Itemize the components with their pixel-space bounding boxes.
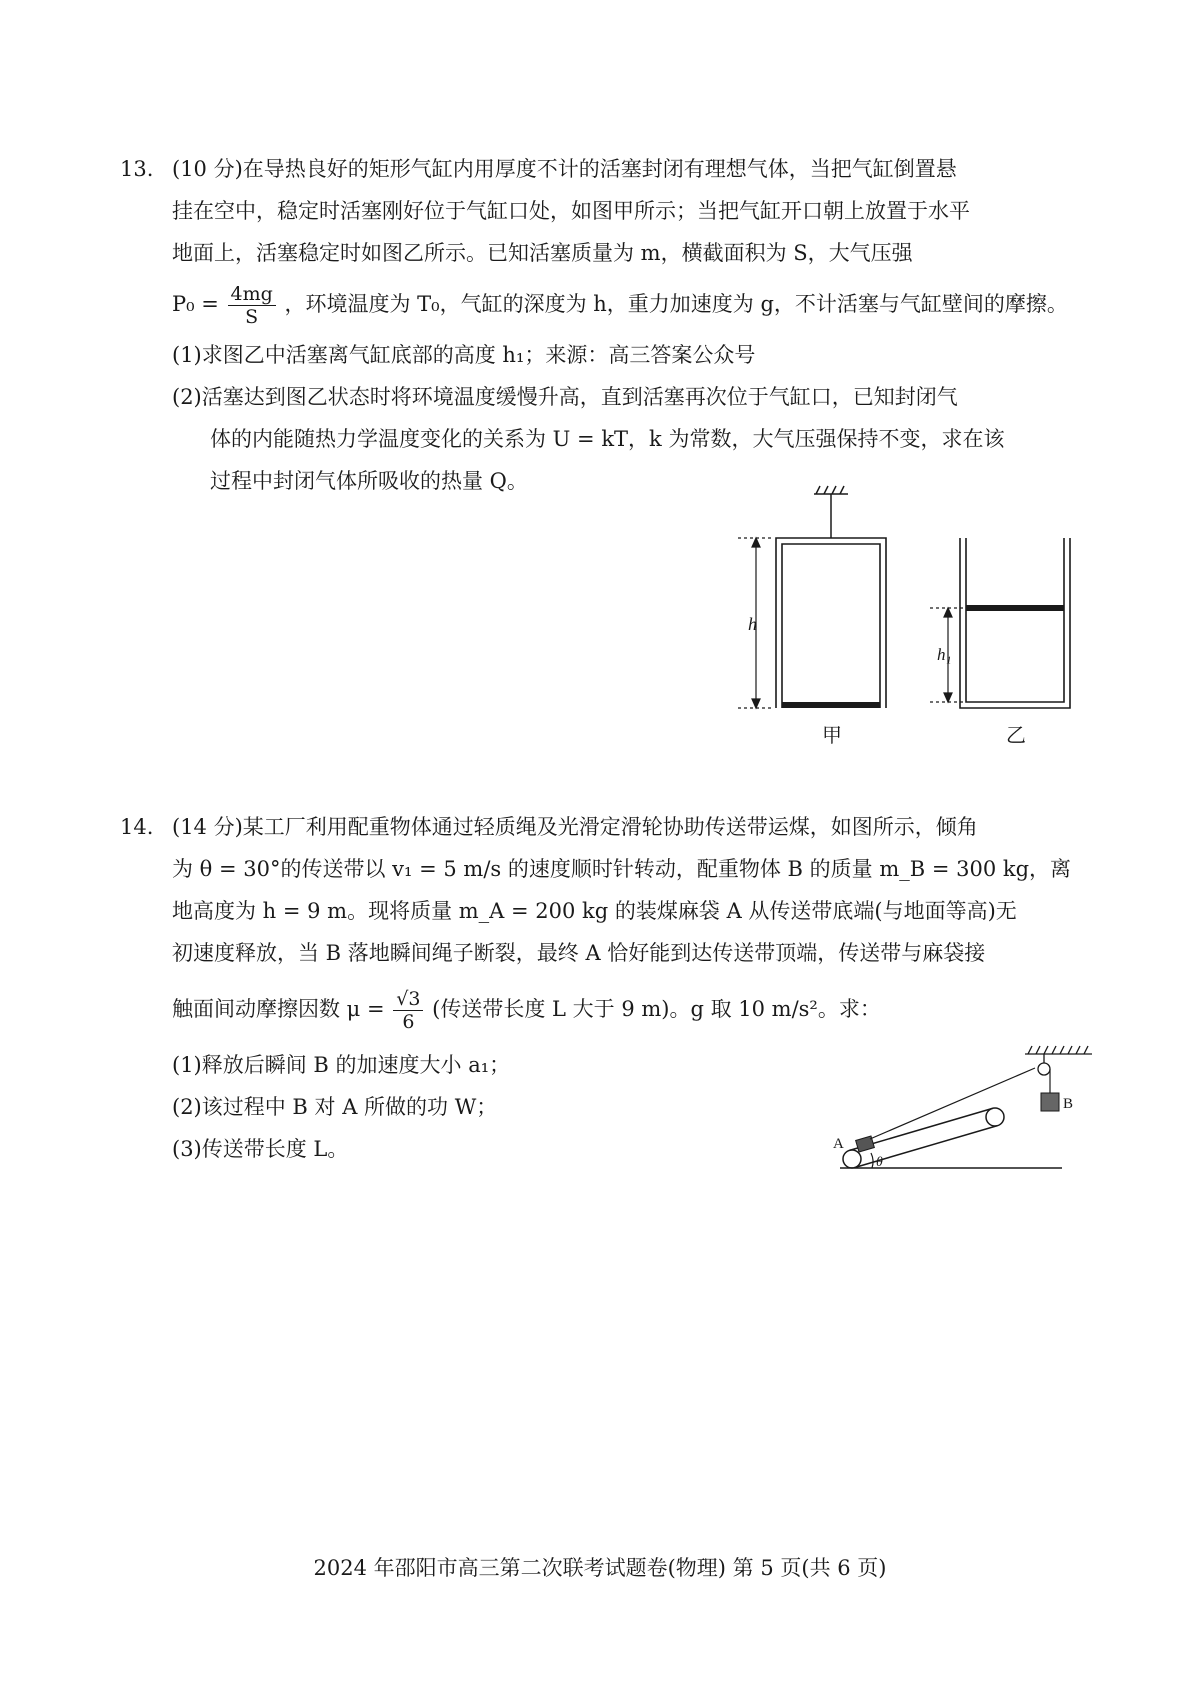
label-b: B <box>1063 1096 1074 1112</box>
q14-sub-2: (2)该过程中 B 对 A 所做的功 W； <box>172 1095 498 1119</box>
q13-sub-2-line-1: (2)活塞达到图乙状态时将环境温度缓慢升高，直到活塞再次位于气缸口，已知封闭气 <box>172 385 958 409</box>
label-h1: h₁ <box>937 645 952 664</box>
label-jia: 甲 <box>822 725 842 747</box>
label-theta: θ <box>876 1155 883 1170</box>
q13-line-1: 13. (10 分)在导热良好的矩形气缸内用厚度不计的活塞封闭有理想气体，当把气缸倒置悬 <box>130 148 1080 190</box>
q13-sub-2-line-3: 过程中封闭气体所吸收的热量 Q。 <box>210 469 528 493</box>
q13-p0-denominator: S <box>245 306 259 328</box>
q14-mu-line <box>130 974 1080 1044</box>
q14-number: 14. <box>120 815 154 839</box>
q14-sub-1: (1)释放后瞬间 B 的加速度大小 a₁； <box>172 1053 511 1077</box>
piston-yi <box>966 605 1064 611</box>
q14-line-2: 为 θ = 30°的传送带以 v₁ = 5 m/s 的速度顺时针转动，配重物体 B 的质量 m_B = 300 kg，离 <box>172 857 1072 881</box>
question-13 <box>120 148 1080 502</box>
q13-number: 13. <box>120 157 154 181</box>
q14-mu-denominator: 6 <box>402 1011 415 1033</box>
ceiling-hatch <box>814 486 848 494</box>
pulley <box>1038 1063 1050 1075</box>
rope-a <box>870 1068 1035 1139</box>
q14-mu-rest: (传送带长度 L 大于 9 m)。g 取 10 m/s²。求： <box>432 997 881 1021</box>
label-yi: 乙 <box>1006 725 1026 747</box>
q13-formula-rest: ，环境温度为 T₀，气缸的深度为 h，重力加速度为 g，不计活塞与气缸壁间的摩擦。 <box>284 292 1068 316</box>
q13-p0-fraction <box>228 283 276 328</box>
q13-line-2: 挂在空中，稳定时活塞刚好位于气缸口处，如图甲所示；当把气缸开口朝上放置于水平 <box>172 199 970 223</box>
piston-jia <box>782 702 880 708</box>
label-h: h <box>748 614 757 634</box>
q13-figure <box>730 480 1090 750</box>
q14-line-1: 14. (14 分)某工厂利用配重物体通过轻质绳及光滑定滑轮协助传送带运煤，如图所示，倾角 <box>130 806 1080 848</box>
q13-sub-1: (1)求图乙中活塞离气缸底部的高度 h₁；来源：高三答案公众号 <box>172 343 756 367</box>
q14-mu-fraction <box>393 988 423 1033</box>
q14-line-4: 初速度释放，当 B 落地瞬间绳子断裂，最终 A 恰好能到达传送带顶端，传送带与麻袋接 <box>172 941 986 965</box>
q13-p0-numerator: 4mg <box>228 283 276 306</box>
q14-sub-3: (3)传送带长度 L。 <box>172 1137 349 1161</box>
q14-mu-label: 触面间动摩擦因数 μ = <box>172 997 385 1021</box>
q14-figure <box>830 1040 1100 1180</box>
ceiling-hatch-2 <box>1025 1046 1092 1054</box>
cylinder-jia <box>776 538 886 708</box>
q13-p0-label: P₀ = <box>172 292 219 316</box>
q13-formula-line <box>130 274 1080 334</box>
page-footer: 2024 年邵阳市高三第二次联考试题卷(物理) 第 5 页(共 6 页) <box>313 1556 887 1580</box>
angle-arc <box>871 1153 873 1168</box>
weight-b <box>1041 1093 1059 1111</box>
q13-line-3: 地面上，活塞稳定时如图乙所示。已知活塞质量为 m，横截面积为 S，大气压强 <box>172 241 913 265</box>
cylinder-yi <box>960 538 1070 708</box>
q13-sub-2-line-2: 体的内能随热力学温度变化的关系为 U = kT，k 为常数，大气压强保持不变，求在该 <box>210 427 1005 451</box>
q14-mu-numerator: √3 <box>393 988 423 1011</box>
q14-line-3: 地高度为 h = 9 m。现将质量 m_A = 200 kg 的装煤麻袋 A 从传送带底端(与地面等高)无 <box>172 899 1017 923</box>
label-a: A <box>833 1136 844 1152</box>
